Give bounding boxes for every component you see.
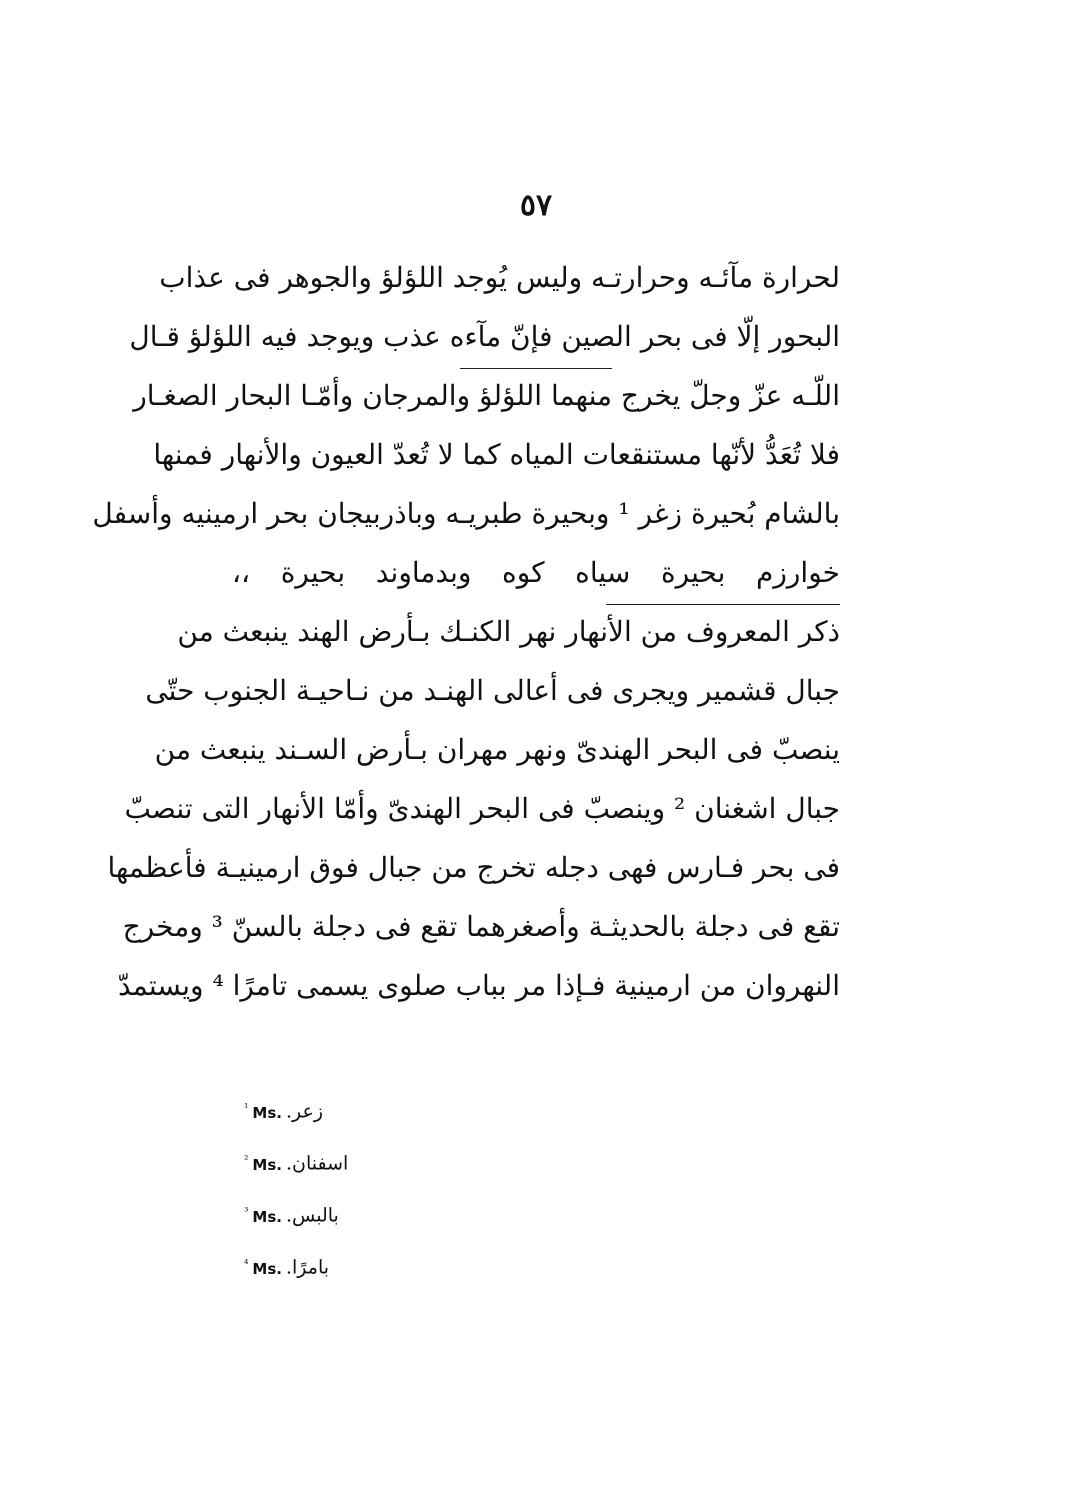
footnote-number: ⁴ [244,1257,249,1270]
text-line: البحور إلّا فى بحر الصين فإنّ مآءه عذب ويوجد فيه اللؤلؤ قـال [129,320,840,353]
body-text [92,248,840,1015]
text-line: اللّـه عزّ وجلّ يخرج منهما اللؤلؤ والمرجان وأمّـا البحار الصغـار [133,379,840,412]
text-line: فلا تُعَدُّ لأنّها مستنقعات المياه كما لا تُعدّ العيون والأنهار فمنها [153,438,840,471]
footnote [244,1082,644,1134]
footnote [244,1134,644,1186]
footnote-ms-label: Ms. [252,1155,282,1174]
footnote-number: ³ [244,1205,249,1218]
footnote-number: ² [244,1153,249,1166]
footnote-variant: اسفنان. [285,1152,349,1175]
footnote [244,1186,644,1238]
text-line: ذكر المعروف من الأنهار نهر الكنـك بـأرض الهند ينبعث من [177,615,840,648]
footnote [244,1238,644,1290]
text-line: النهروان من ارمينية فـإذا مر بباب صلوى يسمى تامرًا ⁴ ويستمدّ [117,969,840,1002]
text-line: جبال اشغنان ² وينصبّ فى البحر الهندىّ وأمّا الأنهار التى تنصبّ [124,792,840,825]
page-number: ٥٧ [519,188,553,223]
footnotes [244,1082,644,1290]
underline-rule [460,368,612,369]
text-line: تقع فى دجلة بالحديثـة وأصغرهما تقع فى دجلة بالسنّ ³ ومخرج [122,910,840,943]
text-line: بالشام بُحيرة زغر ¹ وبحيرة طبريـه وباذربيجان بحر ارمينيه وأسفل [92,497,840,530]
footnote-variant: زعر. [285,1100,324,1123]
underline-rule [606,604,840,605]
footnote-variant: بالبس. [285,1204,339,1227]
footnote-variant: بامرًا. [285,1256,330,1279]
text-line: ينصبّ فى البحر الهندىّ ونهر مهران بـأرض السـند ينبعث من [154,733,840,766]
footnote-number: ¹ [244,1101,249,1114]
text-line: فى بحر فـارس فهى دجله تخرج من جبال فوق ارمينيـة فأعظمها [107,851,840,884]
footnote-ms-label: Ms. [252,1259,282,1278]
text-line: لحرارة مآئـه وحرارتـه وليس يُوجد اللؤلؤ والجوهر فى عذاب [159,261,840,294]
text-line: خوارزم بحيرة سياه كوه وبدماوند بحيرة ،، [232,556,840,589]
footnote-ms-label: Ms. [252,1103,282,1122]
text-line: جبال قشمير ويجرى فى أعالى الهنـد من نـاحيـة الجنوب حتّى [145,674,840,707]
footnote-ms-label: Ms. [252,1207,282,1226]
